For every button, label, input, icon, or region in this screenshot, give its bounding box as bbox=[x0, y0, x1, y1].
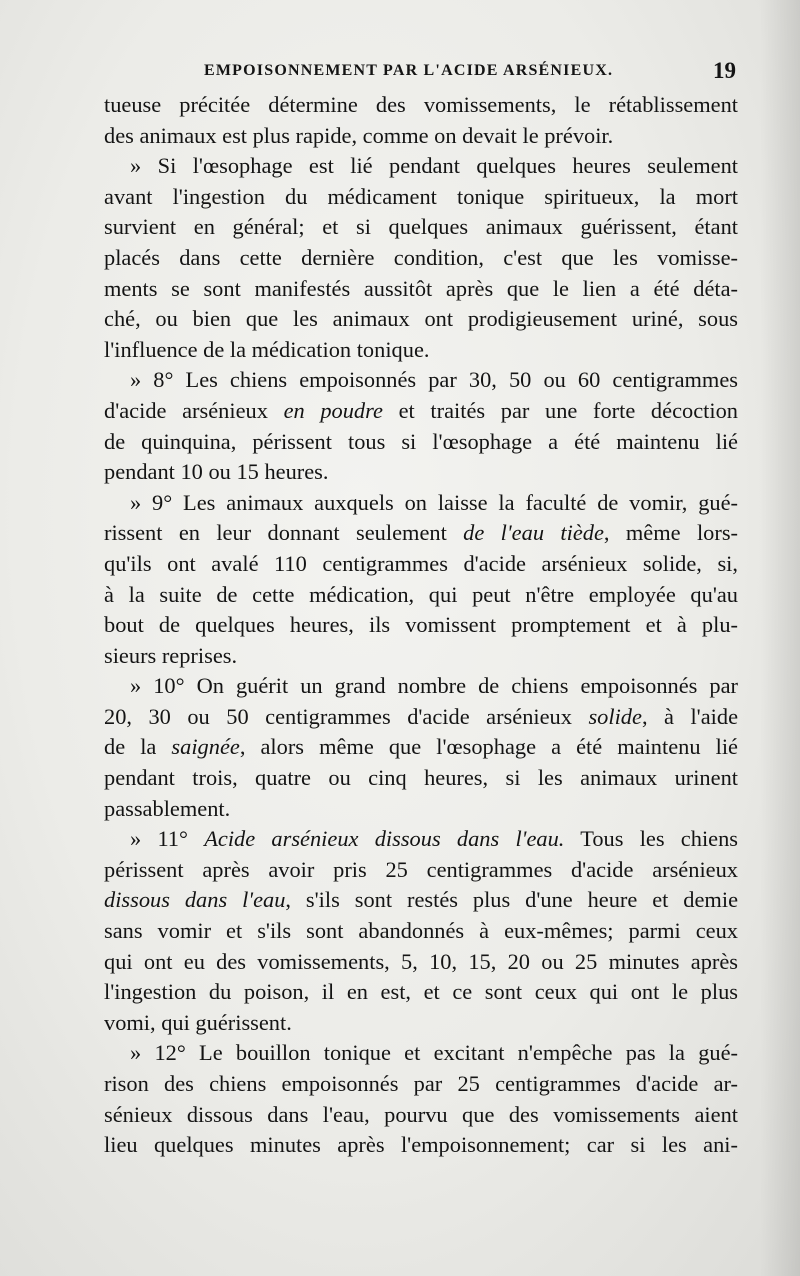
text-segment: ché, ou bien que les animaux ont prodigieusement uriné, sous bbox=[104, 306, 738, 332]
text-line bbox=[104, 1038, 738, 1069]
text-segment: l'ingestion du poison, il en est, et ce sont ceux qui ont le plus bbox=[104, 979, 738, 1005]
text-segment: rissent en leur donnant seulement bbox=[104, 520, 464, 546]
text-segment: pendant 10 ou 15 heures. bbox=[104, 459, 329, 485]
text-line bbox=[104, 702, 738, 733]
text-segment: à la suite de cette médication, qui peut n'être employée qu'au bbox=[104, 581, 738, 607]
body-text bbox=[104, 90, 738, 1161]
text-segment: lieu quelques minutes après l'empoisonnement; car si les ani- bbox=[104, 1132, 738, 1158]
text-line bbox=[104, 671, 738, 702]
text-line bbox=[104, 549, 738, 580]
text-segment: périssent après avoir pris 25 centigrammes d'acide arsénieux bbox=[104, 856, 738, 882]
text-line bbox=[104, 90, 738, 121]
text-line bbox=[104, 580, 738, 611]
text-segment: » 10° On guérit un grand nombre de chiens empoisonnés par bbox=[130, 673, 738, 699]
italic-text: Acide arsénieux dissous dans l'eau. bbox=[204, 826, 565, 852]
text-line bbox=[104, 243, 738, 274]
page-header bbox=[104, 58, 738, 88]
text-segment: des animaux est plus rapide, comme on devait le prévoir. bbox=[104, 122, 614, 148]
text-line bbox=[104, 1130, 738, 1161]
text-line bbox=[104, 732, 738, 763]
text-line bbox=[104, 885, 738, 916]
text-segment: » 11° bbox=[130, 826, 205, 852]
text-segment: rison des chiens empoisonnés par 25 centigrammes d'acide ar- bbox=[104, 1071, 738, 1096]
italic-text: de l'eau tiède bbox=[463, 520, 604, 546]
text-segment: sieurs reprises. bbox=[104, 642, 238, 668]
text-segment: survient en général; et si quelques animaux guérissent, étant bbox=[104, 214, 738, 240]
text-line bbox=[104, 641, 738, 672]
text-segment: Tous les chiens bbox=[564, 826, 739, 852]
text-line bbox=[104, 151, 738, 182]
text-segment: qu'ils ont avalé 110 centigrammes d'acide arsénieux solide, si, bbox=[104, 550, 738, 576]
italic-text: saignée bbox=[171, 734, 240, 760]
text-segment: tueuse précitée détermine des vomissements, le rétablissement bbox=[104, 92, 738, 117]
text-line bbox=[104, 121, 738, 152]
italic-text: dissous dans l'eau bbox=[104, 887, 286, 913]
text-segment: passablement. bbox=[104, 795, 231, 821]
text-segment: l'influence de la médication tonique. bbox=[104, 336, 430, 362]
text-line bbox=[104, 427, 738, 458]
text-segment: pendant trois, quatre ou cinq heures, si les animaux urinent bbox=[104, 765, 738, 791]
text-line bbox=[104, 610, 738, 641]
text-line bbox=[104, 304, 738, 335]
text-line bbox=[104, 916, 738, 947]
text-line bbox=[104, 396, 738, 427]
text-line bbox=[104, 518, 738, 549]
text-segment: , alors même que l'œsophage a été maintenu lié bbox=[239, 734, 738, 760]
italic-text: en poudre bbox=[283, 397, 383, 423]
text-segment: bout de quelques heures, ils vomissent promptement et à plu- bbox=[104, 612, 738, 638]
text-segment: » 12° Le bouillon tonique et excitant n'empêche pas la gué- bbox=[130, 1040, 738, 1066]
text-line bbox=[104, 457, 738, 488]
text-segment: » 8° Les chiens empoisonnés par 30, 50 ou 60 centigrammes bbox=[130, 367, 738, 393]
text-line bbox=[104, 977, 738, 1008]
text-segment: de quinquina, périssent tous si l'œsophage a été maintenu lié bbox=[104, 428, 738, 454]
text-segment: de la bbox=[104, 734, 172, 760]
running-title: EMPOISONNEMENT PAR L'ACIDE ARSÉNIEUX. bbox=[204, 62, 614, 79]
text-segment: sans vomir et s'ils sont abandonnés à eux-mêmes; parmi ceux bbox=[104, 918, 738, 944]
text-line bbox=[104, 1069, 738, 1100]
text-segment: » Si l'œsophage est lié pendant quelques heures seulement bbox=[130, 153, 738, 179]
text-segment: avant l'ingestion du médicament tonique spiritueux, la mort bbox=[104, 183, 738, 209]
page-edge-shadow bbox=[760, 0, 800, 1276]
text-segment: » 9° Les animaux auxquels on laisse la faculté de vomir, gué- bbox=[130, 489, 738, 515]
italic-text: solide bbox=[588, 703, 642, 729]
text-line bbox=[104, 794, 738, 825]
text-line bbox=[104, 824, 738, 855]
text-line bbox=[104, 365, 738, 396]
text-segment: ments se sont manifestés aussitôt après que le lien a été déta- bbox=[104, 275, 738, 301]
text-segment: 20, 30 ou 50 centigrammes d'acide arsénieux bbox=[104, 703, 589, 729]
text-line bbox=[104, 947, 738, 978]
text-line bbox=[104, 763, 738, 794]
text-segment: et traités par une forte décoction bbox=[382, 397, 738, 423]
text-segment: d'acide arsénieux bbox=[104, 397, 284, 423]
text-segment: , même lors- bbox=[603, 520, 738, 546]
page-number: 19 bbox=[713, 58, 736, 83]
text-line bbox=[104, 1008, 738, 1039]
text-segment: sénieux dissous dans l'eau, pourvu que des vomissements aient bbox=[104, 1101, 738, 1127]
text-segment: , s'ils sont restés plus d'une heure et demie bbox=[285, 887, 739, 913]
text-line bbox=[104, 212, 738, 243]
text-line bbox=[104, 182, 738, 213]
text-line bbox=[104, 1100, 738, 1131]
text-segment: vomi, qui guérissent. bbox=[104, 1009, 292, 1035]
text-line bbox=[104, 855, 738, 886]
text-line bbox=[104, 335, 738, 366]
text-line bbox=[104, 274, 738, 305]
text-segment: qui ont eu des vomissements, 5, 10, 15, 20 ou 25 minutes après bbox=[104, 948, 738, 974]
text-segment: placés dans cette dernière condition, c'est que les vomisse- bbox=[104, 244, 738, 270]
text-segment: , à l'aide bbox=[641, 703, 739, 729]
text-line bbox=[104, 488, 738, 519]
